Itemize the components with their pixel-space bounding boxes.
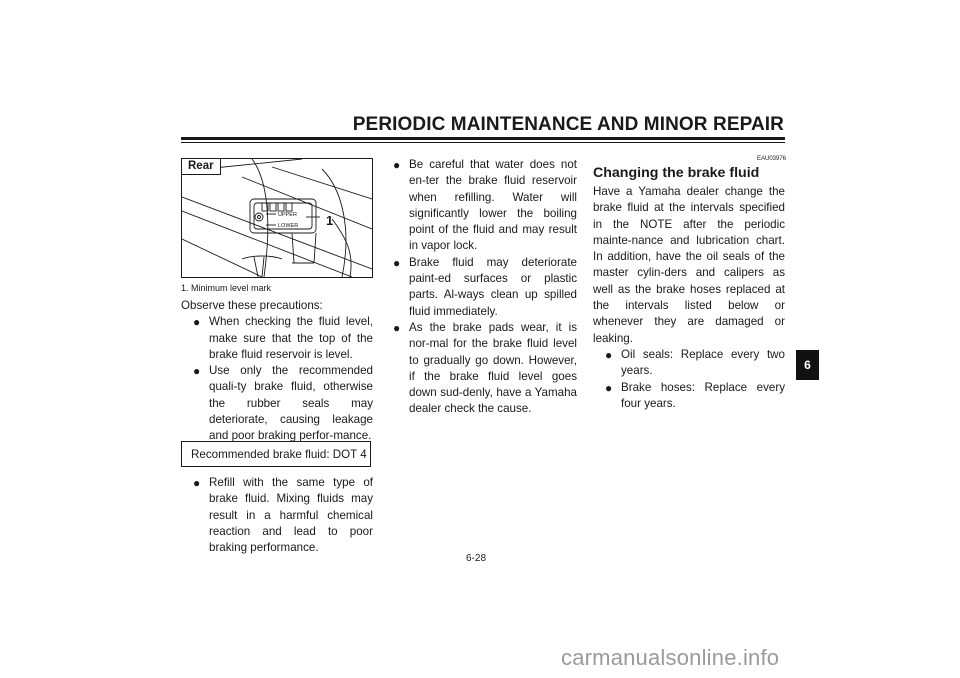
column-1-continued <box>189 475 373 556</box>
section-paragraph: Have a Yamaha dealer change the brake fluid at the intervals specified in the NOTE after the periodic mainte-nance and lubrication chart. In addition, have the oil seals of the master cylin-ders and calipers as well as the brake hoses replaced at the intervals listed below or whenever they are damaged or leaking. <box>593 185 785 345</box>
list-item: ● When checking the fluid level, make sure that the top of the brake fluid reservoir is level. <box>193 315 373 361</box>
list-item: ● Oil seals: Replace every two years. <box>605 347 785 378</box>
bullet-icon: ● <box>393 320 401 335</box>
precautions-list <box>189 314 373 444</box>
recommended-fluid-box: Recommended brake fluid: DOT 4 <box>181 441 371 467</box>
list-item: ● Use only the recommended quali-ty brake fluid, otherwise the rubber seals may deteriorate, causing leakage and poor braking perfor-mance. <box>193 364 373 443</box>
precautions-intro: Observe these precautions: <box>181 299 323 312</box>
page-header-title: PERIODIC MAINTENANCE AND MINOR REPAIR <box>352 114 784 135</box>
header-rule-thin <box>181 142 785 143</box>
list-item: ● Brake hoses: Replace every four years. <box>605 380 785 410</box>
bullet-icon: ● <box>605 380 613 395</box>
header-rule <box>181 137 785 140</box>
bullet-icon: ● <box>393 158 401 172</box>
reservoir-illustration <box>181 158 373 278</box>
bullet-icon: ● <box>193 364 201 379</box>
list-item: ● Brake fluid may deteriorate paint-ed surfaces or plastic parts. Al-ways clean up spilled fluid immediately. <box>393 255 577 318</box>
column-3 <box>593 184 785 412</box>
list-item: ● Refill with the same type of brake fluid. Mixing fluids may result in a harmful chemical reaction and lead to poor braking performance. <box>193 476 373 555</box>
figure-label: Rear <box>182 159 221 175</box>
replacement-list <box>601 347 785 412</box>
upper-mark-label: UPPER <box>278 212 297 218</box>
list-item: ● Be careful that water does not en-ter the brake fluid reservoir when refilling. Water will significantly lower the boiling point of the fluid and may result in vapor lock. <box>393 158 577 253</box>
bullet-icon: ● <box>393 255 401 270</box>
page-number: 6-28 <box>466 553 487 564</box>
watermark: carmanualsonline.info <box>561 645 780 670</box>
column-1 <box>181 298 373 445</box>
section-title: Changing the brake fluid <box>593 165 760 181</box>
chapter-tab: 6 <box>796 350 819 380</box>
list-item: ● As the brake pads wear, it is nor-mal for the brake fluid level to gradually go down. However, if the brake fluid level goes down sud-denly, have a Yamaha dealer check the cause. <box>393 320 577 416</box>
bullet-icon: ● <box>605 347 613 362</box>
callout-number: 1 <box>326 213 334 228</box>
lower-mark-label: LOWER <box>278 223 299 229</box>
bullet-icon: ● <box>193 315 201 330</box>
column-2 <box>389 157 577 418</box>
section-code: EAU03976 <box>757 156 787 162</box>
figure-caption: 1. Minimum level mark <box>181 283 272 293</box>
reservoir-drawing <box>182 159 372 277</box>
bullet-icon: ● <box>193 476 201 490</box>
